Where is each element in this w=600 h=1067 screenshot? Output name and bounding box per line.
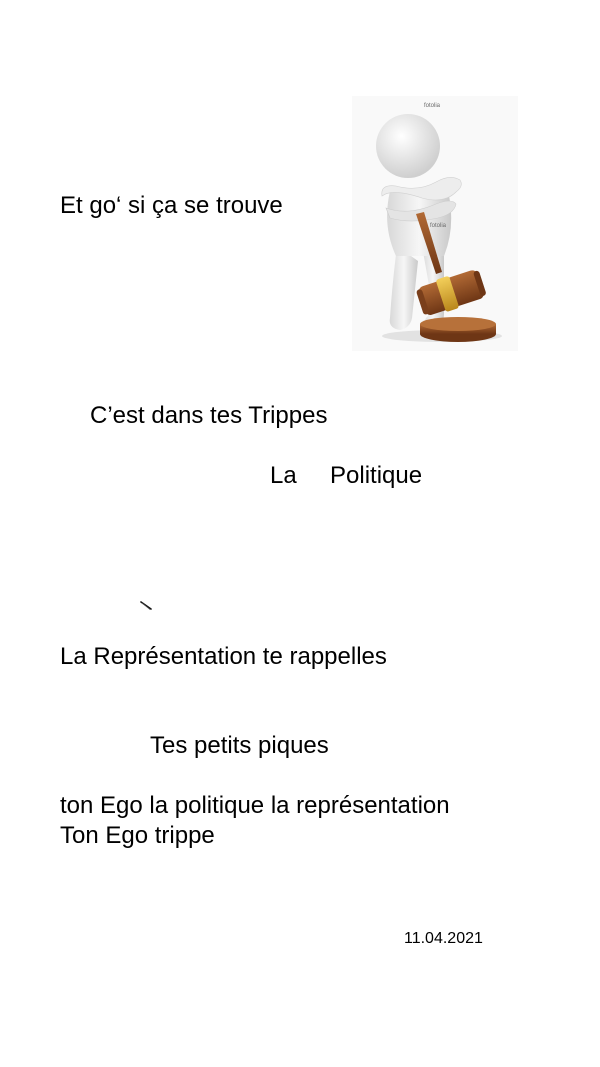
- poem-line-7: Ton Ego trippe: [60, 822, 215, 849]
- poem-line-4: La Représentation te rappelles: [60, 643, 387, 670]
- pen-stroke-mark: [140, 600, 154, 612]
- poem-line-2: C’est dans tes Trippes: [90, 402, 328, 429]
- poem-line-3-politique: Politique: [330, 462, 423, 489]
- poem-line-3-la: La: [270, 462, 297, 489]
- gavel-figure-illustration: [352, 96, 518, 351]
- gavel-figure-image: [352, 96, 518, 351]
- watermark-top: fotolia: [424, 103, 441, 109]
- poem-line-5: Tes petits piques: [150, 732, 329, 759]
- poem-line-6: ton Ego la politique la représentation: [60, 792, 450, 819]
- poem-line-1: Et go‘ si ça se trouve: [60, 192, 283, 219]
- poem-date: 11.04.2021: [404, 930, 483, 947]
- watermark-middle: fotolia: [430, 223, 447, 229]
